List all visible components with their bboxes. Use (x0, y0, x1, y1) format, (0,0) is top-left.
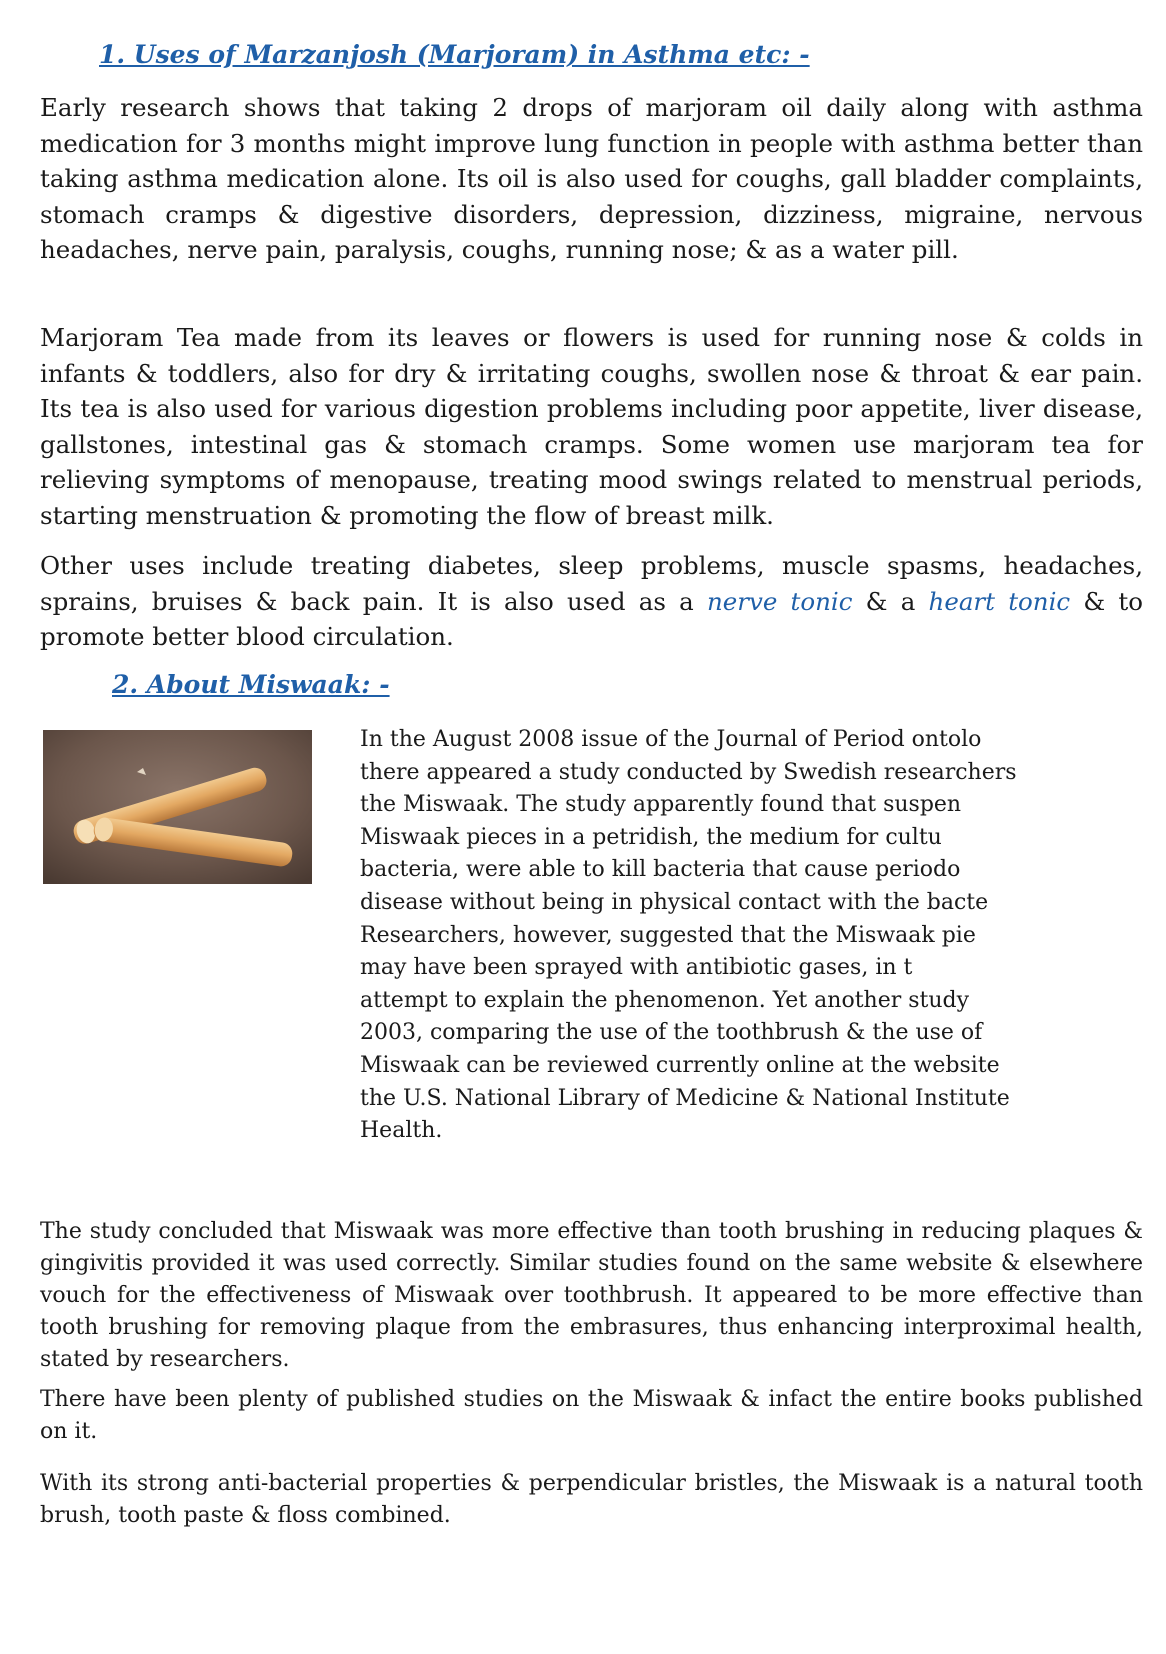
column-line: 2003, comparing the use of the toothbrush & the use of (360, 1020, 983, 1046)
section1-paragraph1: Early research shows that taking 2 drops of marjoram oil daily along with asthma medication for 3 months might improve lung function in people with asthma better than taking asthma medication alone. Its oil is also used for coughs, gall bladder complaints, stomach cramps & digestive disorders, depression, dizziness, migraine, nervous headaches, nerve pain, paralysis, coughs, running nose; & as a water pill. (40, 93, 1143, 265)
section2-paragraph-studies: There have been plenty of published studies on the Miswaak & infact the entire books published on it. (40, 1387, 1143, 1444)
para3-text-b: & a (852, 586, 929, 616)
column-line: Miswaak pieces in a petridish, the medium for cultu (360, 824, 942, 850)
section2-paragraph-summary: With its strong anti-bacterial properties & perpendicular bristles, the Miswaak is a natural tooth brush, tooth paste & floss combined. (40, 1471, 1143, 1528)
column-line: Researchers, however, suggested that the Miswaak pie (360, 922, 976, 948)
para3-text-c: & to promote better blood circulation. (40, 586, 1143, 652)
column-line: bacteria, were able to kill bacteria that cause periodo (360, 857, 961, 883)
para3-text-a: Other uses include treating diabetes, sleep problems, muscle spasms, headaches, sprains, bruises & back pain. It is also used as a (40, 551, 1143, 616)
nerve-tonic-link[interactable]: nerve tonic (706, 586, 853, 616)
column-line: the Miswaak. The study apparently found that suspen (360, 792, 962, 818)
column-line: disease without being in physical contact with the bacte (360, 889, 989, 915)
miswaak-study-column (360, 724, 1040, 1144)
column-line: the U.S. National Library of Medicine & National Institute (360, 1085, 1010, 1111)
section1-paragraph3 (40, 548, 1143, 655)
section1-paragraph2: Marjoram Tea made from its leaves or flowers is used for running nose & colds in infants & toddlers, also for dry & irritating coughs, swollen nose & throat & ear pain. Its tea is also used for various digestion problems including poor appetite, liver disease, gallstones, intestinal gas & stomach cramps. Some women use marjoram tea for relieving symptoms of menopause, treating mood swings related to menstrual periods, starting menstruation & promoting the flow of breast milk. (40, 323, 1143, 530)
column-line: there appeared a study conducted by Swedish researchers (360, 759, 1017, 785)
section2-paragraph-conclusion: The study concluded that Miswaak was more effective than tooth brushing in reducing plaques & gingivitis provided it was used correctly. Similar studies found on the same website & elsewhere vouch for the effectiveness of Miswaak over toothbrush. It appeared to be more effective than tooth brushing for removing plaque from the embrasures, thus enhancing interproximal health, stated by researchers. (40, 1219, 1143, 1372)
section1-heading: 1. Uses of Marzanjosh (Marjoram) in Asthma etc: - (99, 40, 810, 69)
column-line: Miswaak can be reviewed currently online at the website (360, 1052, 1000, 1078)
section2-heading: 2. About Miswaak: - (112, 670, 390, 699)
column-line: Health. (360, 1118, 443, 1144)
column-line: may have been sprayed with antibiotic gases, in t (360, 955, 913, 981)
column-line: attempt to explain the phenomenon. Yet another study (360, 987, 970, 1013)
column-line: In the August 2008 issue of the Journal of Period ontolo (360, 727, 982, 752)
miswaak-photo (43, 730, 312, 884)
heart-tonic-link[interactable]: heart tonic (928, 586, 1071, 616)
